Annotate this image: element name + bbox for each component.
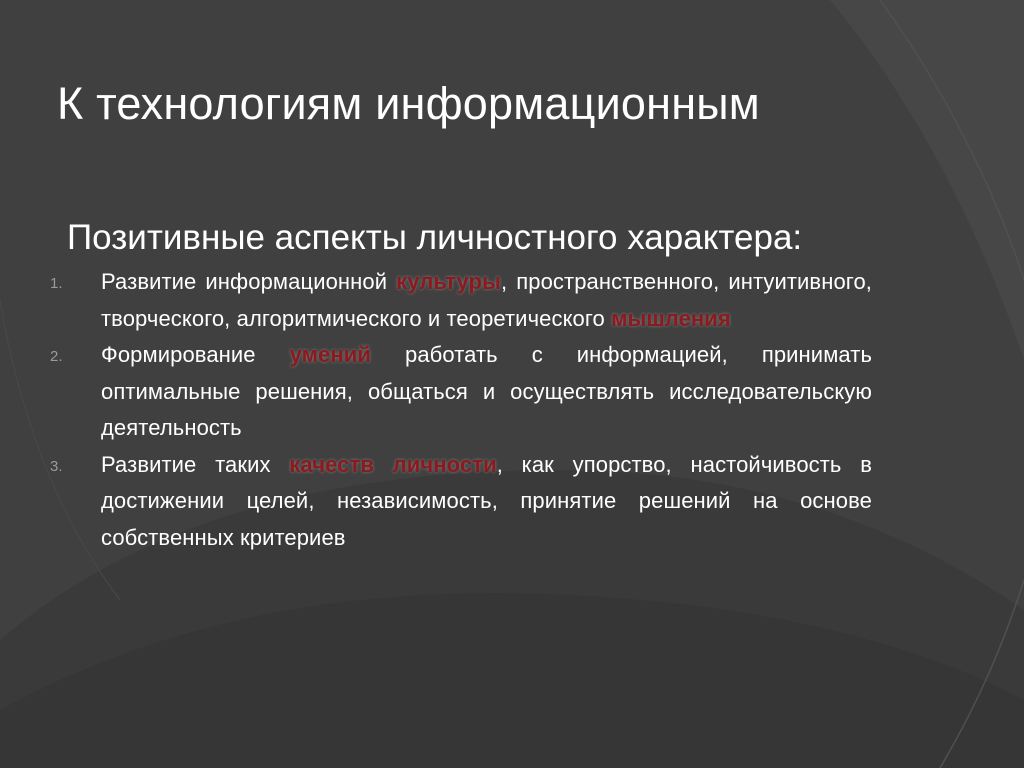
highlight-skills: умений <box>289 342 372 367</box>
list-number: 3. <box>50 457 63 475</box>
list-item <box>50 264 872 337</box>
text-segment: Развитие информационной <box>101 269 397 294</box>
text-segment: , пространственного, интуитивного, творческого, алгоритмического и теоретического <box>101 269 872 331</box>
aspects-list <box>50 264 872 556</box>
list-item <box>50 337 872 447</box>
slide-subtitle: Позитивные аспекты личностного характера: <box>67 218 803 257</box>
list-item <box>50 447 872 557</box>
list-number: 1. <box>50 275 63 292</box>
list-number: 2. <box>50 348 63 365</box>
slide-title: К технологиям информационным <box>57 78 760 129</box>
list-item-text <box>101 264 872 337</box>
text-segment: Развитие таких <box>101 451 290 477</box>
list-item-text <box>101 337 872 447</box>
highlight-personality: качеств личности <box>289 451 497 477</box>
highlight-thinking: мышления <box>611 305 731 331</box>
highlight-culture: культуры <box>396 269 501 294</box>
text-segment: Формирование <box>101 342 290 367</box>
text-segment: , как упорство, настойчивость в достижении целей, независимость, принятие решений на основе собственных критериев <box>101 451 872 550</box>
text-segment: работать с информацией, принимать оптимальные решения, общаться и осуществлять исследовательскую деятельность <box>101 342 873 440</box>
list-item-text <box>101 447 872 557</box>
